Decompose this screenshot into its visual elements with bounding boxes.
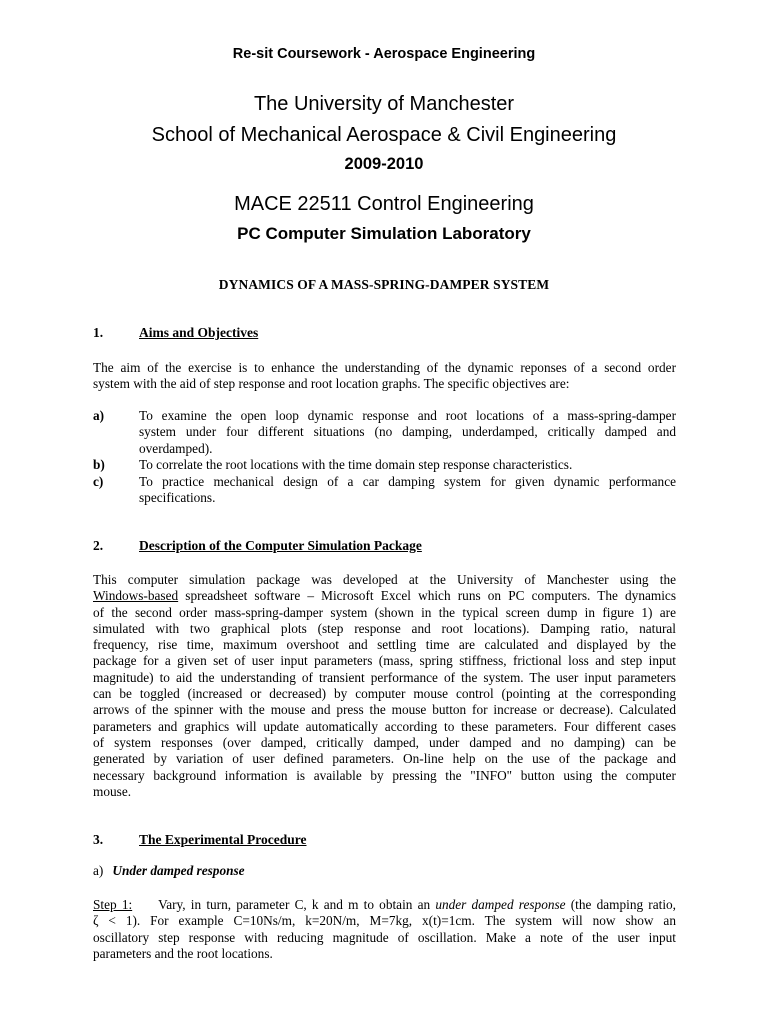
objective-line: To correlate the root locations with the time domain step response characteristics.: [139, 457, 573, 472]
paragraph-line: simulated with two graphical plots (step response and root locations). Damping ratio, natural: [93, 620, 676, 636]
paragraph-line: frequency, rise time, maximum overshoot and settling time are calculated and displayed by the: [93, 637, 676, 653]
objective-line: system under four different situations (no damping, underdamped, critically damped and: [139, 424, 676, 440]
paragraph-line-rest: spreadsheet software – Microsoft Excel which runs on PC computers. The dynamics: [178, 588, 676, 604]
paragraph-line: This computer simulation package was developed at the University of Manchester using the: [93, 572, 676, 587]
paragraph-line: parameters and graphics will update automatically according to these parameters. Four different cases: [93, 718, 676, 734]
paragraph-line: generated by variation of user defined parameters. On-line help on the use of the package and: [93, 751, 676, 767]
paragraph-line: mouse.: [93, 783, 132, 799]
objective-line: specifications.: [139, 490, 216, 506]
academic-year: 2009-2010: [344, 155, 424, 173]
section-2-body: [93, 572, 676, 800]
paragraph-line: of the second order mass-spring-damper system (shown in the typical screen dump in figure 1) are: [93, 604, 676, 620]
subsection-title: Under damped response: [112, 863, 245, 878]
section-title: The Experimental Procedure: [139, 832, 307, 847]
document-title: DYNAMICS OF A MASS-SPRING-DAMPER SYSTEM: [218, 277, 550, 292]
paragraph-line: necessary background information is available by pressing the "INFO" button using the computer: [93, 767, 676, 783]
paragraph-line: of system responses (over damped, critically damped, under damped and no damping) can be: [93, 734, 676, 750]
paragraph-line: can be toggled (increased or decreased) by computer mouse control (pointing at the corresponding: [93, 686, 676, 702]
windows-based-link-text: Windows-based: [93, 588, 179, 604]
section-1-intro: [93, 360, 676, 393]
step-text: Vary, in turn, parameter C, k and m to obtain an: [158, 897, 436, 912]
school-name: School of Mechanical Aerospace & Civil Engineering: [151, 124, 617, 146]
paragraph-line: system with the aid of step response and root location graphs. The specific objectives are:: [93, 376, 570, 392]
step-line: parameters and the root locations.: [93, 945, 273, 961]
objective-line: To practice mechanical design of a car damping system for given dynamic performance: [139, 474, 676, 489]
objective-line: To examine the open loop dynamic response and root locations of a mass-spring-damper: [139, 408, 676, 423]
step-emphasis: under damped response: [435, 897, 566, 912]
section-number: 2.: [93, 538, 104, 553]
course-title: MACE 22511 Control Engineering: [234, 193, 534, 215]
step-text-end: (the damping ratio,: [565, 897, 677, 912]
paragraph-line: The aim of the exercise is to enhance the understanding of the dynamic reponses of a second order: [93, 360, 676, 375]
paragraph-line: magnitude) to aid the understanding of transient performance of the system. The user input parameters: [93, 669, 676, 685]
university-name: The University of Manchester: [253, 93, 515, 115]
objective-label: b): [93, 457, 105, 472]
section-number: 1.: [93, 325, 104, 340]
subsection-a-heading: [93, 863, 245, 879]
subsection-letter: a): [93, 863, 104, 878]
step-label: Step 1:: [93, 897, 133, 912]
section-number: 3.: [93, 832, 104, 847]
section-title: Description of the Computer Simulation Package: [139, 538, 422, 553]
step-1-paragraph: [93, 897, 676, 962]
objective-line: overdamped).: [139, 440, 213, 456]
step-line: ζ < 1). For example C=10Ns/m, k=20N/m, M=7kg, x(t)=1cm. The system will now show an: [93, 913, 676, 929]
paragraph-line: package for a given set of user input parameters (mass, spring stiffness, frictional loss and step input: [93, 653, 676, 669]
section-title: Aims and Objectives: [139, 325, 259, 340]
lab-title: PC Computer Simulation Laboratory: [237, 224, 531, 243]
objective-label: a): [93, 408, 105, 423]
step-line: oscillatory step response with reducing magnitude of oscillation. Make a note of the user input: [93, 929, 676, 945]
paragraph-line: [93, 588, 676, 604]
objective-label: c): [93, 474, 104, 489]
paragraph-line: arrows of the spinner with the mouse and press the mouse button for increase or decrease). Calculated: [93, 702, 676, 718]
coursework-label: Re-sit Coursework - Aerospace Engineering: [232, 46, 536, 62]
step-line: [93, 897, 676, 913]
